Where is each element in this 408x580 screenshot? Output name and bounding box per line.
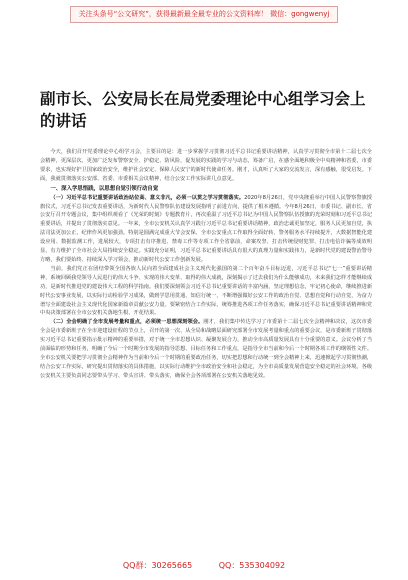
section1-paragraph-3: [40, 318, 372, 380]
section-heading-1: 一、深入学思悟践，以思想自觉引领行动自觉: [50, 185, 159, 192]
paragraph-body: 2020年8月26日，党中央隆重举行中国人民警察警旗授旗仪式，习近平总书记发表重要讲话，为新时代人民警察队伍建设发展指明了前进方向，提供了根本遵循。今年8月26日，市委书记、副市长、省公安厅召开专题会议，集中组织观看了《光荣的时刻》专题教育片，再次重温了习近平总书记为中国人民警察队伍授旗的光荣时刻和习近平总书记重要讲话，并提出了贯彻落实意见。一年来，全市公安机关认真学习践行习近平总书记重要讲话精神，政治忠诚更加坚定，服务人民更加自觉，执法司法更加公正，纪律作风更加强劲。特别是圆满完成重大节会安保、全市公安重点工作取得全面好转、警务服务水平持续提升，大数据智能化建设应用、数据监测工作，进展较大，专项打击有序推进、禁毒工作等专项工作全省靠前，命案攻坚、打击传统侵财犯罪、打击电信诈骗等成效明显，有力维护了全市社会大局持续安全稳定。实践充分证明，习近平总书记重要讲话具有很大的真理力量和实践伟力，是新时代党的建设警治警导方略，我们要始终、持续深入学习领会，推动新时代公安工作创新发展。: [40, 194, 372, 263]
footer-contact: [0, 558, 408, 574]
document-title: 副市长、公安局长在局党委理论中心组学习会上的讲话: [40, 90, 366, 130]
section1-paragraph-1: [40, 194, 372, 265]
section1-paragraph-2: 当前，我们党正在团结带领全国各族人民向着全面建成社会主义现代化强国的第二个百年奋斗目标迈进，习近平总书记“七一”重要讲话精神，系统回顾我党领导人民进行的伟大斗争、实现的伟大变革、取得的伟大成就，深刻揭示了过去我们为什么能够成功，未来我们怎样才能继续成功，是新时代推进党的建设伟大工程的科学指南。我们要深刻领会习近平总书记重要讲话的丰富内涵，坚定理想信念，牢记初心使命，继续推进新时代公安事业发展，以实际行动检验学习成果，做到学思用贯通、知信行统一，不断增强做好公安工作的政治自觉、思想自觉和行动自觉，为奋力谱写全面建设社会主义现代化国家新篇章贡献公安力量。要紧密结合工作实际，统筹推进各项工作任务落实，确保习近平总书记重要讲话精神和党中央决策部署在全市公安机关落地生根、开花结果。: [40, 265, 372, 317]
qq-group-label: QQ群：30265665: [122, 561, 193, 570]
qq-id-label: QQ：535304092: [218, 561, 286, 570]
paragraph-lead: （二）全会明确了全市发展考量和重点，必须统一思想深刻领会。: [50, 319, 204, 326]
document-body: [40, 148, 372, 536]
top-banner: [0, 0, 408, 28]
intro-paragraph: 今天，我们召开党委理论中心组学习会，主要目的是：进一步掌握学习贯彻习近平总书记重要讲话精神，认真学习贯彻全市第十二届七次全会精神，更深层次、更加广泛发布警察安全、护稳定、防风险，促发展的实践的学习与动态，筹备广启，在感全面地积极全中央精神和省委、市委要求，也实现好护卫国家政治安全，维护社会安定、保障人民安宁的新时代使命任务。刚才，认真听了大家的交流发言，深有感触，很受启发。下面，我就贯彻落实公安部、省委、市委相关会议精神，结合公安工作实际讲几点意见。: [40, 149, 372, 182]
paragraph-lead: （一）习近平总书记重要讲话政治站位高、意义非凡，必须一以贯之学习贯彻落实。: [50, 194, 245, 201]
paragraph-body: 刚才，我们集中传达学习了市委第十二届七次全会精神和决议，这次市委全会是市委新班子在全市迎建设征程的节点上，召开的第一次、从全局和战略层面研究部署全市发展考量和重点的重要会议，是市委新班子贯彻落实习近平总书记重要指示批示精神的重要举措，对于统一全市思想认识、凝聚发展合力，推动全市高质量发展具有十分重要的意义。会议分析了当前面临的形势和任务，明确了今后一个时期全市发展的指导思想、目标任务和工作重点，是指导全市当前和今后一个时期各项工作的纲领性文件。全市公安机关要把学习贯彻全会精神作为当前和今后一个时期的重要政治任务，切实把思想和行动统一到全会精神上来，迅速掀起学习贯彻热潮，结合公安工作实际，研究提出贯彻落实的具体措施，以实际行动维护全市政治安全和社会稳定，为全市高质量发展营造安全稳定的社会环境。各级公安机关主要负责同志要带头学习、带头宣讲、带头落实，确保全会各项部署在公安机关落地见效。: [40, 319, 372, 379]
promo-banner-text: 关注头条号“公文研究”，获得最新最全最专业的公文资料库！ 微信：gongwenyj: [70, 6, 338, 23]
